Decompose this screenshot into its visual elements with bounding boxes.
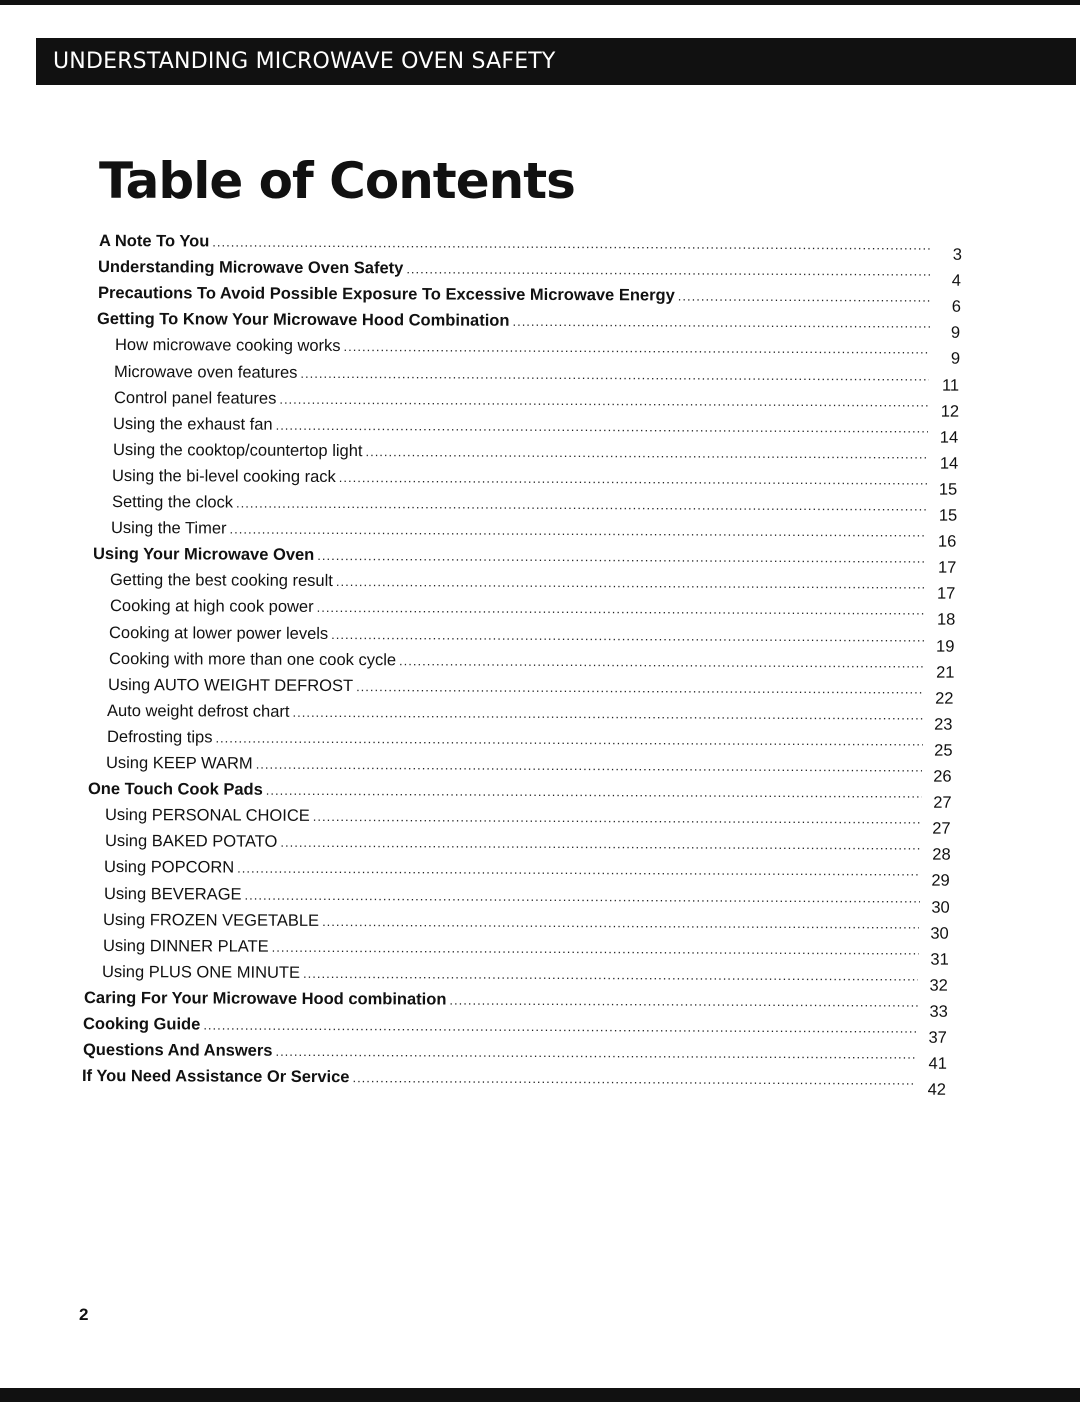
toc-entry (113, 387, 959, 421)
toc-entry (105, 804, 951, 838)
dot-leader (212, 231, 932, 256)
toc-entry-title: Using the Timer (111, 519, 227, 538)
dot-leader (215, 727, 922, 752)
dot-leader (303, 963, 918, 988)
toc-entry (107, 674, 954, 708)
toc-entry-page: 42 (927, 1080, 946, 1099)
dot-leader (513, 311, 931, 335)
toc-entry-title: Using FROZEN VEGETABLE (103, 910, 320, 930)
toc-entry-page: 11 (942, 376, 960, 395)
toc-entry (109, 595, 956, 630)
dot-leader (678, 286, 931, 309)
toc-entry-page: 17 (937, 558, 956, 577)
dot-leader (352, 1067, 916, 1091)
dot-leader (322, 911, 919, 936)
toc-entry-title: Using BAKED POTATO (104, 832, 278, 852)
toc-entry-title: Questions And Answers (82, 1041, 273, 1060)
toc-entry-page: 14 (939, 454, 958, 473)
toc-entry (97, 282, 961, 316)
toc-entry-title: Using DINNER PLATE (102, 936, 269, 956)
toc-entry (113, 413, 959, 447)
dot-leader (276, 414, 929, 439)
toc-entry-page: 31 (930, 950, 949, 969)
toc-entry-title: Using the exhaust fan (113, 414, 273, 434)
toc-entry (111, 491, 957, 525)
dot-leader (237, 858, 920, 883)
toc-entry-title: Getting To Know Your Microwave Hood Combination (97, 310, 510, 331)
dot-leader (236, 493, 927, 518)
toc-entry (83, 1013, 947, 1047)
dot-leader (279, 388, 929, 413)
toc-entry (81, 1065, 946, 1099)
toc-entry-title: Caring For Your Microwave Hood combination (83, 988, 447, 1009)
toc-entry-title: Using BEVERAGE (103, 884, 242, 904)
toc-entry-title: Microwave oven features (114, 362, 298, 382)
toc-entry-page: 12 (940, 402, 959, 421)
toc-entry-page: 37 (928, 1028, 947, 1047)
toc-entry-title: Defrosting tips (106, 727, 213, 747)
toc-entry-page: 41 (928, 1054, 947, 1073)
toc-entry-title: Setting the clock (111, 493, 233, 512)
toc-entry (87, 778, 952, 812)
toc-entry-page: 16 (938, 532, 957, 551)
toc-entry-page: 22 (935, 689, 954, 708)
toc-entry (82, 1039, 947, 1073)
toc-entry-title: Cooking at high cook power (109, 597, 314, 617)
page-number: 2 (79, 1305, 89, 1324)
toc-entry (112, 439, 958, 473)
dot-leader (336, 571, 926, 596)
toc-entry (103, 909, 949, 943)
toc-entry-page: 21 (935, 663, 954, 682)
toc-entry (108, 622, 955, 656)
dot-leader (339, 467, 928, 492)
toc-entry-page: 27 (932, 819, 951, 838)
toc-entry-title: Cooking with more than one cook cycle (108, 649, 396, 669)
toc-entry-page: 30 (930, 924, 949, 943)
toc-entry-title: One Touch Cook Pads (87, 780, 263, 799)
toc-entry-page: 32 (929, 976, 948, 995)
toc-entry (111, 517, 957, 551)
dot-leader (280, 832, 920, 857)
toc-entry-page: 29 (931, 872, 950, 891)
toc-entry-title: Using KEEP WARM (106, 754, 254, 773)
toc-entry-page: 30 (931, 898, 950, 917)
dot-leader (399, 650, 925, 674)
toc-entry-page: 9 (950, 350, 960, 369)
dot-leader (266, 780, 922, 805)
toc-entry-title: Using the bi-level cooking rack (112, 466, 337, 486)
toc-entry-title: A Note To You (98, 232, 210, 251)
dot-leader (275, 1041, 917, 1066)
toc-entry (102, 961, 948, 995)
toc-entry-title: Getting the best cooking result (110, 571, 334, 591)
toc-entry-page: 23 (934, 715, 953, 734)
toc-entry-title: Using the cooktop/countertop light (112, 440, 363, 460)
dot-leader (316, 597, 925, 622)
toc-entry (97, 308, 961, 343)
dot-leader (230, 519, 927, 544)
toc-entry-title: How microwave cooking works (114, 336, 341, 356)
toc-entry (104, 856, 950, 891)
toc-entry-title: Using POPCORN (104, 858, 235, 877)
toc-entry-page: 15 (939, 480, 958, 499)
toc-entry (107, 700, 953, 734)
toc-entry-page: 6 (951, 297, 961, 316)
toc-entry (106, 752, 952, 786)
toc-entry-page: 28 (932, 845, 951, 864)
dot-leader (271, 936, 918, 961)
toc-entry-page: 26 (933, 767, 952, 786)
section-banner (36, 38, 1076, 85)
toc-entry (106, 726, 953, 760)
dot-leader (313, 806, 921, 831)
dot-leader (449, 989, 918, 1013)
dot-leader (293, 702, 923, 727)
toc-entry (83, 987, 948, 1021)
toc-entry-page: 33 (929, 1002, 948, 1021)
toc-entry (92, 543, 956, 577)
toc-entry-page: 25 (934, 741, 953, 760)
toc-entry (102, 935, 949, 969)
bottom-rule (0, 1388, 1080, 1402)
toc-entry (98, 256, 962, 290)
toc-entry (108, 648, 954, 682)
toc-entry-title: Control panel features (113, 388, 277, 408)
toc-entry-title: Cooking Guide (83, 1015, 201, 1034)
toc-entry (103, 883, 950, 917)
dot-leader (244, 884, 919, 909)
dot-leader (331, 623, 924, 648)
dot-leader (343, 336, 930, 361)
toc-entry (104, 830, 951, 864)
banner-text: UNDERSTANDING MICROWAVE OVEN SAFETY (53, 49, 556, 74)
toc-entry-page: 15 (938, 506, 957, 525)
toc-entry-page: 3 (952, 245, 962, 264)
toc-entry (114, 361, 960, 395)
toc-entry (98, 230, 962, 264)
toc-entry-page: 4 (952, 271, 962, 290)
toc-entry-title: Understanding Microwave Oven Safety (98, 258, 404, 278)
toc-entry-page: 19 (936, 637, 955, 656)
page-title: Table of Contents (99, 152, 575, 210)
dot-leader (301, 362, 930, 387)
toc-entry-title: Using Your Microwave Oven (92, 545, 314, 565)
toc-entry-page: 14 (940, 428, 959, 447)
toc-entry (112, 465, 958, 499)
toc-entry-title: Using PLUS ONE MINUTE (102, 962, 301, 982)
toc-entry-title: If You Need Assistance Or Service (81, 1067, 350, 1087)
toc-entry-title: Using PERSONAL CHOICE (105, 806, 311, 826)
dot-leader (365, 441, 928, 465)
toc-entry (110, 569, 956, 603)
toc-entry-page: 18 (936, 610, 955, 630)
toc-entry-title: Auto weight defrost chart (107, 701, 290, 721)
dot-leader (317, 545, 926, 570)
top-rule (0, 0, 1080, 5)
toc-entry-title: Using AUTO WEIGHT DEFROST (107, 675, 354, 695)
toc-entry-page: 27 (933, 793, 952, 812)
dot-leader (203, 1015, 917, 1040)
toc-entry (114, 334, 960, 369)
dot-leader (356, 676, 924, 700)
dot-leader (407, 258, 932, 282)
toc-entry-page: 9 (951, 324, 961, 343)
toc-entry-title: Precautions To Avoid Possible Exposure To Excessive Microwave Energy (97, 284, 675, 305)
toc-entry-title: Cooking at lower power levels (108, 623, 329, 643)
toc-entry-page: 17 (937, 584, 956, 603)
dot-leader (256, 754, 922, 779)
